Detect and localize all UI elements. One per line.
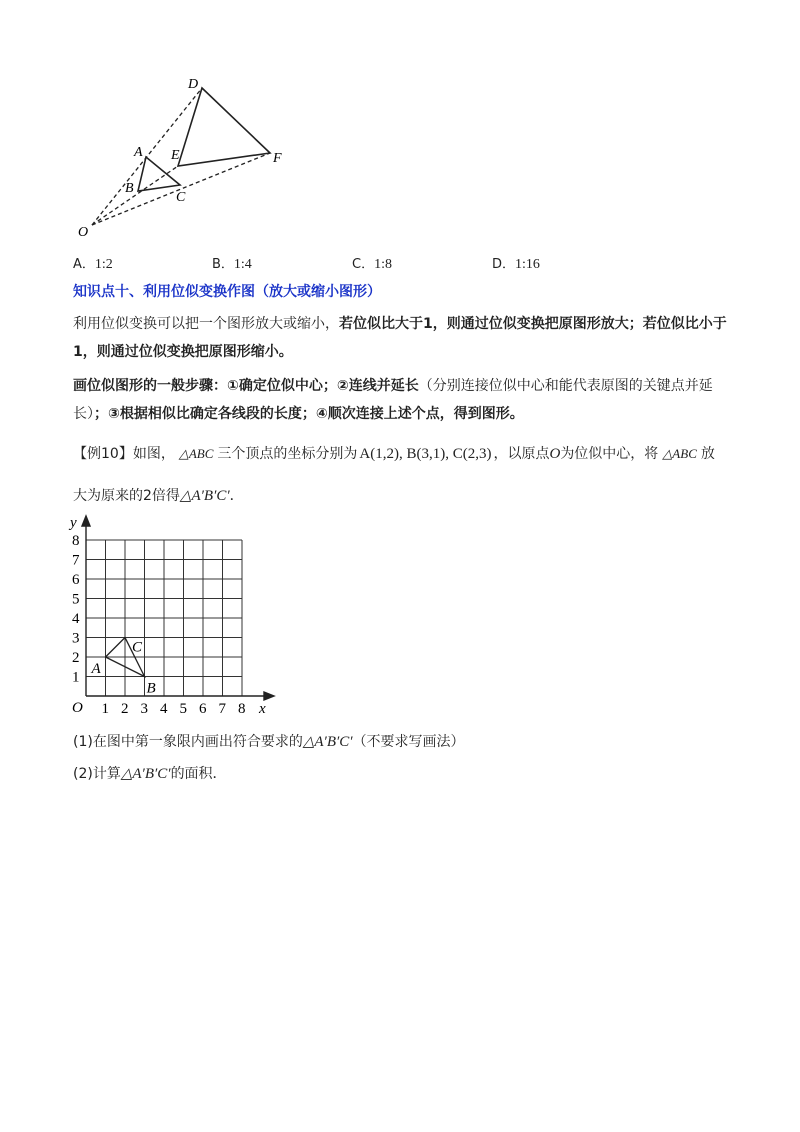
label-e: E — [171, 148, 180, 163]
x-axis-arrow — [264, 692, 274, 700]
y-tick-label: 2 — [72, 650, 80, 666]
section-heading: 知识点十、利用位似变换作图（放大或缩小图形） — [73, 284, 381, 300]
origin-label: O — [72, 700, 83, 716]
y-tick-label: 7 — [72, 552, 80, 569]
steps-paragraph: 画位似图形的一般步骤：①确定位似中心；②连线并延长（分别连接位似中心和能代表原图的关键点并延长）；③根据相似比确定各线段的长度；④顺次连接上述个点，得到图形。 — [73, 378, 713, 422]
point-c-label: C — [132, 639, 143, 656]
intro-paragraph: 利用位似变换可以把一个图形放大或缩小，若位似比大于1，则通过位似变换把原图形放大；若位似比小于1，则通过位似变换把原图形缩小。 — [73, 316, 727, 360]
label-b: B — [125, 181, 134, 196]
y-tick-label: 6 — [72, 572, 80, 588]
triangle-def — [178, 88, 270, 166]
x-tick-label: 5 — [179, 701, 187, 717]
label-c: C — [176, 190, 186, 205]
example-line1: 【例10】如图， △ABC 三个顶点的坐标分别为 A(1,2), B(3,1), C(2,3) ，以原点O为位似中心，将 △ABC 放 — [73, 446, 715, 462]
option-c[interactable]: C．1:8 — [352, 257, 392, 272]
y-tick-label: 8 — [72, 533, 80, 549]
x-tick-label: 1 — [101, 701, 109, 717]
x-axis-label: x — [259, 701, 266, 717]
point-b-label: B — [146, 680, 156, 697]
x-tick-label: 3 — [140, 701, 148, 717]
grid-lines — [86, 540, 242, 696]
x-tick-label: 7 — [218, 701, 226, 717]
ray-od — [92, 88, 202, 225]
option-a[interactable]: A．1:2 — [73, 257, 113, 272]
y-tick-label: 1 — [72, 669, 80, 686]
ray-of — [92, 153, 270, 225]
x-tick-label: 8 — [238, 701, 246, 717]
coordinate-grid — [60, 510, 280, 720]
y-tick-label: 5 — [72, 591, 80, 608]
y-axis-label: y — [70, 515, 77, 531]
homothety-figure — [70, 70, 310, 245]
question-2: (2)计算△A′B′C′的面积． — [73, 766, 227, 782]
x-tick-label: 6 — [199, 701, 207, 717]
option-d[interactable]: D．1:16 — [492, 257, 540, 272]
label-o: O — [78, 225, 89, 240]
question-1: (1)在图中第一象限内画出符合要求的△A′B′C′（不要求写画法） — [73, 734, 465, 750]
point-a-label: A — [91, 661, 101, 677]
label-a: A — [134, 145, 143, 160]
y-axis-arrow — [82, 516, 90, 526]
label-d: D — [188, 77, 199, 92]
example-line2: 大为原来的2倍得△A′B′C′． — [73, 488, 244, 504]
x-tick-label: 2 — [121, 701, 129, 717]
option-b[interactable]: B．1:4 — [212, 257, 252, 272]
y-tick-label: 3 — [72, 630, 80, 647]
label-f: F — [273, 151, 282, 166]
x-tick-label: 4 — [160, 701, 168, 717]
y-tick-label: 4 — [72, 611, 80, 627]
